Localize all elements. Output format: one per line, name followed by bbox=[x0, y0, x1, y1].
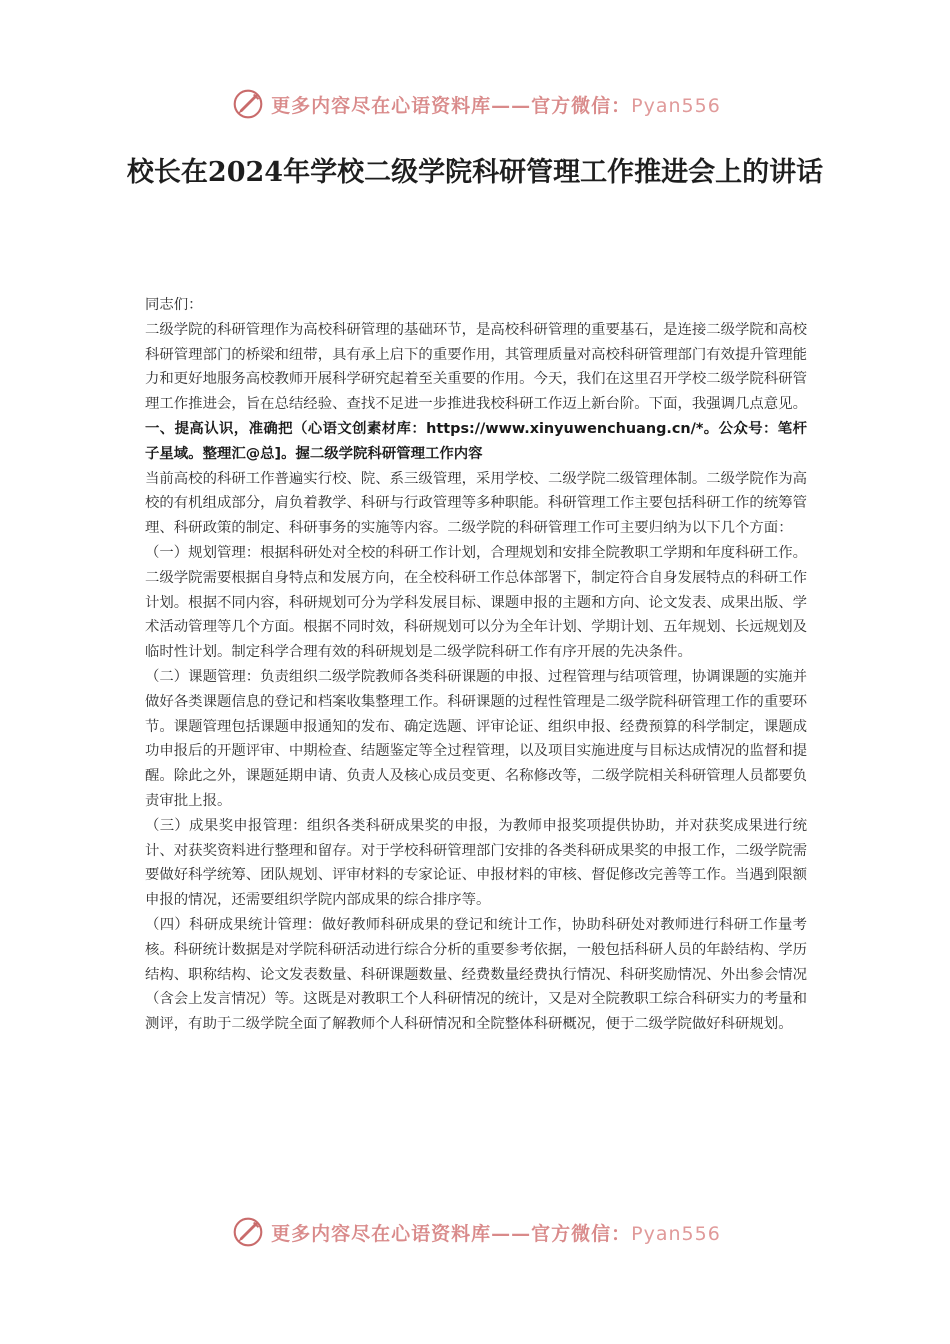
footer-banner-label: 更多内容尽在心语资料库——官方微信： bbox=[271, 1222, 632, 1245]
document-body bbox=[145, 293, 807, 1037]
header-banner-label: 更多内容尽在心语资料库——官方微信： bbox=[271, 94, 632, 117]
header-banner bbox=[0, 84, 950, 124]
page-title: 校长在2024年学校二级学院科研管理工作推进会上的讲话 bbox=[126, 157, 824, 188]
pen-logo-icon bbox=[229, 85, 267, 123]
footer-banner-wechat: Pyan556 bbox=[631, 1222, 721, 1245]
section-heading-1: 一、提高认识，准确把（心语文创素材库：https://www.xinyuwenchuang.cn/*。公众号：笔杆子星域。整理汇@总]。握二级学院科研管理工作内容 bbox=[145, 420, 807, 462]
paragraph: （四）科研成果统计管理：做好教师科研成果的登记和统计工作，协助科研处对教师进行科研工作量考核。科研统计数据是对学院科研活动进行综合分析的重要参考依据，一般包括科研人员的年龄结构、学历结构、职称结构、论文发表数量、科研课题数量、经费数量经费执行情况、科研奖励情况、外出参会情况（含会上发言情况）等。这既是对教职工个人科研情况的统计，又是对全院教职工综合科研实力的考量和测评，有助于二级学院全面了解教师个人科研情况和全院整体科研概况，便于二级学院做好科研规划。 bbox=[145, 916, 807, 1033]
header-banner-text bbox=[271, 91, 721, 118]
paragraph-intro: 二级学院的科研管理作为高校科研管理的基础环节，是高校科研管理的重要基石，是连接二级学院和高校科研管理部门的桥梁和纽带，具有承上启下的重要作用，其管理质量对高校科研管理部门有效提升管理能力和更好地服务高校教师开展科学研究起着至关重要的作用。今天，我们在这里召开学校二级学院科研管理工作推进会，旨在总结经验、查找不足进一步推进我校科研工作迈上新台阶。下面，我强调几点意见。 bbox=[145, 321, 807, 413]
header-banner-wechat: Pyan556 bbox=[631, 94, 721, 117]
paragraph: （三）成果奖申报管理：组织各类科研成果奖的申报，为教师申报奖项提供协助，并对获奖成果进行统计、对获奖资料进行整理和留存。对于学校科研管理部门安排的各类科研成果奖的申报工作，二级学院需要做好科学统筹、团队规划、评审材料的专家论证、申报材料的审核、督促修改完善等工作。当遇到限额申报的情况，还需要组织学院内部成果的综合排序等。 bbox=[145, 817, 807, 909]
footer-banner-text bbox=[271, 1219, 721, 1246]
salutation: 同志们： bbox=[145, 297, 203, 313]
footer-banner bbox=[0, 1212, 950, 1252]
paragraph: （二）课题管理：负责组织二级学院教师各类科研课题的申报、过程管理与结项管理，协调课题的实施并做好各类课题信息的登记和档案收集整理工作。科研课题的过程性管理是二级学院科研管理工作的重要环节。课题管理包括课题申报通知的发布、确定选题、评审论证、组织申报、经费预算的科学制定，课题成功申报后的开题评审、中期检查、结题鉴定等全过程管理，以及项目实施进度与目标达成情况的监督和提醒。除此之外，课题延期申请、负责人及核心成员变更、名称修改等，二级学院相关科研管理人员都要负责审批上报。 bbox=[145, 668, 807, 809]
pen-logo-icon bbox=[229, 1213, 267, 1251]
paragraph: （一）规划管理：根据科研处对全校的科研工作计划，合理规划和安排全院教职工学期和年度科研工作。二级学院需要根据自身特点和发展方向，在全校科研工作总体部署下，制定符合自身发展特点的科研工作计划。根据不同内容，科研规划可分为学科发展目标、课题申报的主题和方向、论文发表、成果出版、学术活动管理等几个方面。根据不同时效，科研规划可以分为全年计划、学期计划、五年规划、长远规划及临时性计划。制定科学合理有效的科研规划是二级学院科研工作有序开展的先决条件。 bbox=[145, 544, 807, 661]
paragraph: 当前高校的科研工作普遍实行校、院、系三级管理，采用学校、二级学院二级管理体制。二级学院作为高校的有机组成部分，肩负着教学、科研与行政管理等多种职能。科研管理工作主要包括科研工作的统筹管理、科研政策的制定、科研事务的实施等内容。二级学院的科研管理工作可主要归纳为以下几个方面： bbox=[145, 470, 807, 537]
